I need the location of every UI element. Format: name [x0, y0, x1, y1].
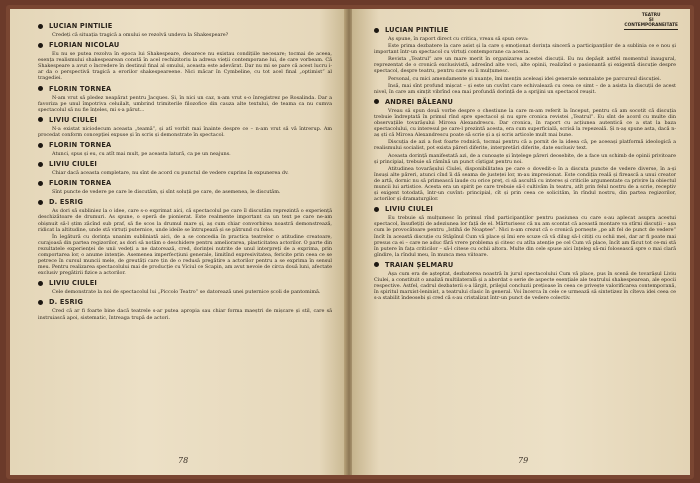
body-paragraph: Așa cum era de așteptat, dezbaterea noastră în jurul spectacolului Cum vă place, pus în scenă de tovarășul Liviu Ciulei, a constituit o analiză multilaterală și a abordat o serie de aspecte esențiale ale teatrului shakespearean, ale epocii respective. Astfel, cadrul dezbaterii s-a lărgit, prilejul concluzii prețioase în ceea ce privește valorificarea contemporană, în spiritul marxist-leninist, a teatrului clasic în general. Voi încerca în cele ce urmează să sintetizez în cîteva idei ceea ce s-a stabilit îndeosebi și cred că s-au cristalizat într-un punct de vedere colectiv. — [374, 270, 676, 302]
right-page-text — [374, 23, 676, 302]
body-paragraph: Cred că ar fi foarte bine dacă teatrele s-ar putea apropia sau chiar forma maeștri de mișcare și stil, care să instruiască apoi, sistematic, întreaga trupă de actori. — [38, 308, 332, 321]
speaker-heading — [38, 141, 332, 149]
header-line-2: ȘI — [648, 18, 654, 23]
header-line-3: CONTEMPORANEITATE — [624, 23, 678, 28]
speaker-name: LIVIU CIULEI — [49, 115, 98, 124]
bullet-icon — [38, 117, 43, 122]
body-paragraph: N-am vrut să pledez neapărat pentru Jacques. Și, în nici un caz, n-am vrut s-o înregistrez pe Rosalinda. Dar a favoriza pe unul împotriva celuilalt, umbrind trimiterile filozofice din cauza alte textului, de teama ca nu cumva spectacolul să nu fie înțeles, mi s-a părut... — [38, 94, 332, 113]
body-paragraph: As dori să subliniez la o idee, care s-o exprimat aici, că spectacolul pe care îl discutăm reprezintă o experiență deschizătoare de drumuri. As spune, o operă de pionierat. Este realmente important ca un text pe care ne-am obișnuit să-l știm zăcînd sub praf, să fie scos la drumul mare și, aș cum chiar convorbirea noastră demonstrează, ridicat la altitudine, unde stă virtuți puternice, unde ideile se întrupează și se pătrund cu folos. — [38, 208, 332, 233]
speaker-name: D. ESRIG — [49, 198, 84, 207]
body-paragraph: N-a existat niciodecum aceasta „teamă”, și atî vorbit mai înainte despre ce – n-am vrut să vă întrerup. Am procedat conform concepției expuse și în scris și demonstrate în spectacol. — [38, 125, 332, 138]
page-number-right: 79 — [518, 456, 529, 465]
speaker-heading — [374, 98, 676, 106]
body-paragraph: Este prima dezbatere la care asist și la care ș emoționat dorința sinceră a participanților de a sublinia ce e nou și important într-un spectacol cu virtuți contemporane ca acesta. — [374, 43, 676, 56]
speaker-heading — [38, 41, 332, 49]
body-paragraph: Atitudinea tovarășului Ciulei, disponibilitatea pe care o dovedit-o în a discuta puncte de vedere diverse, în a-și însuși alte păreri, atunci cînd îi dă seama de justeței lor, m-au impresionat. Este condiția reală și firească a unui creator de artă, dornic nu să primească laude cu orice preț, ci să ascultă cu interes și criticile argumentate ca privire la obiectul muncii lui artistice. Acesta era un spirit pe care trebuie să-l cultivăm în teatru, atît prin felul nostru de a scrie, receptiv și exigent totodată, într-un cuvînt: principial, cît și prin ceea ce solicităm, în rîndul nostru, din partea regizorilor, actorilor și dramaturgilor. — [374, 165, 676, 203]
body-paragraph: Cele demonstrate la noi de spectacolul lui „Piccolo Teatro” se datorează unei puternice școli de pantomimă. — [52, 289, 321, 296]
left-page — [10, 9, 346, 475]
bullet-icon — [38, 43, 43, 48]
right-page — [352, 9, 690, 475]
bullet-icon — [374, 207, 379, 212]
speaker-heading — [38, 116, 332, 124]
speaker-name: LUCIAN PINTILIE — [49, 22, 113, 30]
header-line-1: TEATRU — [641, 13, 661, 18]
bullet-icon — [38, 162, 43, 167]
body-paragraph: Atunci, spus și eu, cu atît mai mult, pe aceasta latură, ca pe un neajuns. — [52, 151, 231, 158]
body-paragraph: Vreau să spun două vorbe despre o chestiune la care m-am referit la început, pentru că am socotit că discuția trebuie îndreptată în primul rînd spre spectacol și nu spre cronica revistei „Teatrul”. Eu sînt de acord cu multe din observațiile tovarășului Mircea Alexandrescu. Dar cronica, în raport cu acțiunea autentică ce a stat la baza spectacolului, cu interesul pe care-l prezintă acesta, era cum superficială, scrisă la repezeală. Și n-aș spune asta, dacă n-aș ști că Mircea Alexandrescu poate să scrie și a și scris articole mult mai bune. — [374, 107, 676, 139]
speaker-name: LIVIU CIULEI — [49, 160, 98, 169]
body-paragraph: Eu trebuie să mulțumesc în primul rînd participanților pentru pasiunea cu care s-au aplecat asupra acestui spectacol, însuflețiți de adeziunea lor față de el. Mărturisesc că nu am scontat că această montare va stîrni discuții – așa cum le provocătoare pentru „Istihă de Noaptee”. Nici n-am crezut că o cronică pornește „pe alt fel de punct de vedere” încît în această discuție cu Stăpînul Cum vă place și îmi ere scuze că vă dilug să-l citiți cu ochii mei, dar ar fi poate mai presus ca ei – care ne aduc fără vrere problema și citesc cu atîta atenție pe cel Cum vă place, încît am făcut tot ce-mi stă în putere în fața criticilor – să-l citese cu ochii altora. Multe din cele spuse aici înțeleg să-mi folosească spre o mai clară gîndire, la rîndul meu, în munca mea viitoare. — [374, 215, 676, 258]
speaker-heading — [374, 261, 676, 269]
left-page-text — [38, 19, 332, 322]
bullet-icon — [38, 24, 43, 29]
speaker-heading — [38, 298, 332, 306]
speaker-name: LIVIU CIULEI — [49, 279, 98, 288]
speaker-name: FLORIN TORNEA — [49, 141, 112, 150]
speaker-heading — [38, 179, 332, 187]
body-paragraph: Aceasta dorință manifestată azi, de a cunoaște și înțelege păreri deosebite, de a face un schimb de opinii privitoare și principial, trebuie să rămînă un punct cîștigat pentru noi. — [374, 152, 676, 165]
body-paragraph: Chiar dacă aceasta completare, nu sînt de acord cu punctul de vedere cuprins în expunerea dv. — [52, 170, 289, 177]
speaker-heading — [374, 26, 676, 34]
bullet-icon — [38, 200, 43, 205]
body-paragraph: Personal, cu mici amendamente și nuanțe, îmi mențin aceleași idei generale semnalate pe parcursul discuției. — [388, 75, 662, 82]
speaker-name: FLORIAN NICOLAU — [49, 41, 120, 50]
book-spread — [6, 5, 694, 479]
page-number-left: 78 — [178, 456, 189, 465]
body-paragraph: Discuția de azi a fost foarte rodnică, tocmai pentru că a pornit de la ideea că, pe aceeași platformă ideologică a realismului socialist, pot exista păreri diferite, interpretări diferite, date exclusiv text. — [374, 139, 676, 152]
speaker-heading — [38, 279, 332, 287]
bullet-icon — [38, 181, 43, 186]
body-paragraph: Eu nu se putea rezolva în epoca lui Shakespeare, deoarece nu existau condițiile necesare; tocmai de aceea, esența realismului shakespearean constă în acel rechizitoriu la adresa vieții contemporane lui, de care vorbeam. Că Shakespeare a avut o încredere în destinul final al omului, aceasta este adevărat. Dar nu mi se pare că acest lucru i-ar da o perspectivă tragică a erorilor shakespeareene. Nici măcar în Cymbeline, cu tot acel final „optimist” al tragediei. — [38, 51, 332, 82]
body-paragraph: În legătură cu dorința unanim subliniată aici, de a se concedia în practica teatrelor o atitudine creatoare, curajoasă din partea regizorilor, as dori să notăm o deschidere pentru ameliorarea, plasticitatea actorilor. O parte din rezultatele experienței de unii vedeți a ne datorează, cred, dorinței nutrite de unul interpreți de a exprima, prin comportarea lor, o anume intenție. Asemenea imperfecțiuni generale, limitînd expresivitatea, fericite prin ceea ce se petrece în cursul muncii mele, de greutăți care țin de o redusă pregătire a actorilor pentru a se exprima în sensul meu. Pentru realizarea spectacolului mai de producție cu Viciul ce Scapin, am avut nevoie de circa două luni, afectate exclusiv pregătirii fizice a actorilor. — [38, 233, 332, 277]
bullet-icon — [38, 300, 43, 305]
speaker-name: ANDREI BĂLEANU — [385, 97, 454, 106]
speaker-name: LIVIU CIULEI — [385, 205, 434, 214]
body-paragraph: Credeți că situația tragică a omului se rezolvă undeva la Shakespeare? — [52, 32, 229, 38]
bullet-icon — [374, 262, 379, 267]
speaker-heading — [38, 198, 332, 206]
body-paragraph: Aș spune, în raport direct cu critica, vreau să spun ceva: — [388, 36, 529, 42]
speaker-heading — [38, 160, 332, 168]
speaker-name: D. ESRIG — [49, 298, 84, 307]
speaker-name: LUCIAN PINTILIE — [385, 26, 449, 34]
body-paragraph: Sînt puncte de vedere pe care le discutăm, și sînt soluții pe care, de asemenea, le discutăm. — [52, 189, 281, 196]
speaker-heading — [38, 85, 332, 93]
speaker-heading — [38, 22, 332, 30]
body-paragraph: Revista „Teatrul” are un mare merit în organizarea acestei discuții. Eu nu depășit astfel momentul inaugural, reprezentat de o cronică exclusivistă, adresînd alte voci, alte opinii, realizînd o pasionantă și exigentă discuție despre spectacol, despre teatru, pentru care eu îi mulțumesc. — [374, 56, 676, 75]
speaker-name: TRAIAN ȘELMARU — [385, 260, 454, 269]
speaker-name: FLORIN TORNEA — [49, 84, 112, 93]
bullet-icon — [374, 28, 379, 33]
bullet-icon — [38, 281, 43, 286]
speaker-name: FLORIN TORNEA — [49, 179, 112, 188]
bullet-icon — [38, 143, 43, 148]
speaker-heading — [374, 205, 676, 213]
body-paragraph: Insă, mai sînt profund mișcat – și este un cuvînt care echivalează cu ceea ce simt – de a asista la discuții de acest nivel, în care am simțit vibrînd cea mai profundă dorință de a sprijini un spectacol reușit. — [374, 82, 676, 95]
bullet-icon — [374, 99, 379, 104]
bullet-icon — [38, 86, 43, 91]
